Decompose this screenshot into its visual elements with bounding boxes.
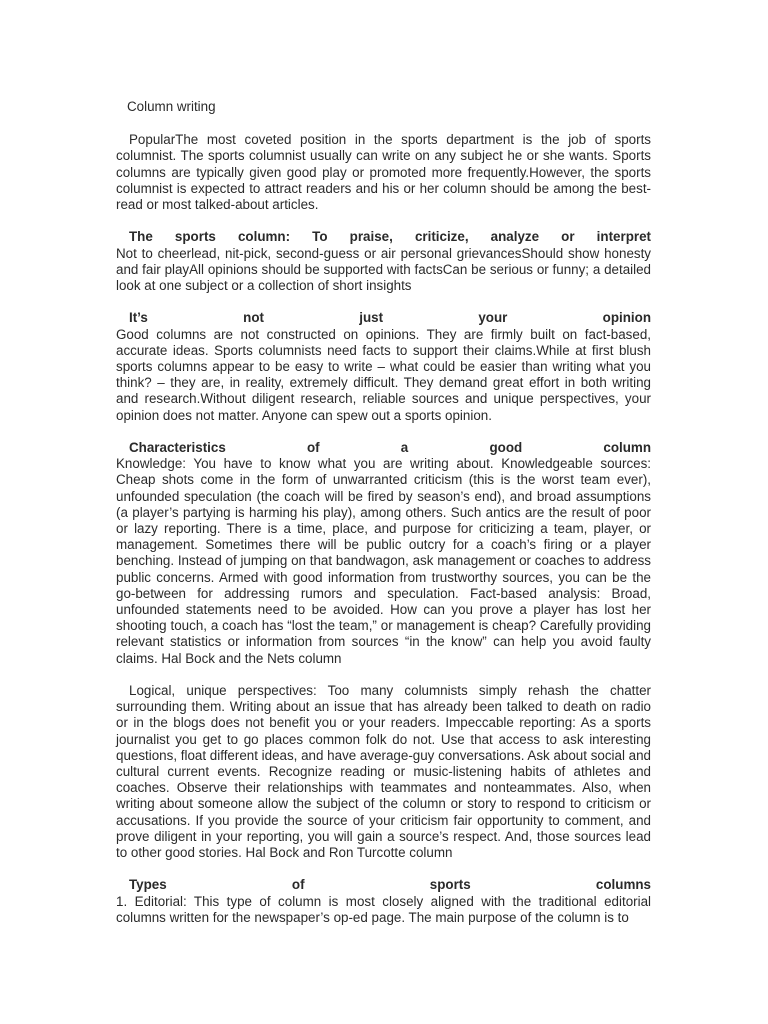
section-not-just-opinion [116,310,651,423]
document-page [116,99,651,942]
section-heading: It’s not just your opinion [129,310,651,326]
section-sports-column [116,229,651,294]
section-types [116,877,651,926]
logical-perspectives-paragraph: Logical, unique perspectives: Too many columnists simply rehash the chatter surrounding them. Writing about an issue that has already been talked to death on radio or in the blogs does not benefit you or your readers. Impeccable reporting: As a sports journalist you get to go places common folk do not. Use that access to ask interesting questions, float different ideas, and have average-guy conversations. Ask about social and cultural current events. Recognize reading or music-listening habits of athletes and coaches. Observe their relationships with teammates and nonteammates. Also, when writing about someone allow the subject of the column or story to respond to criticism or accusations. If you provide the source of your criticism fair opportunity to comment, and prove diligent in your reporting, you will gain a source’s respect. And, those sources lead to other good stories. Hal Bock and Ron Turcotte column [116,683,651,861]
intro-paragraph: PopularThe most coveted position in the sports department is the job of sports columnist. The sports columnist usually can write on any subject he or she wants. Sports columns are typically given good play or promoted more frequently.However, the sports columnist is expected to attract readers and his or her column should be among the best-read or most talked-about articles. [116,132,651,213]
section-body: 1. Editorial: This type of column is most closely aligned with the traditional editorial columns written for the newspaper’s op-ed page. The main purpose of the column is to [116,893,651,925]
section-heading: The sports column: To praise, criticize, analyze or interpret [129,229,651,245]
section-heading: Characteristics of a good column [129,440,651,456]
section-body: Not to cheerlead, nit-pick, second-guess or air personal grievancesShould show honesty and fair playAll opinions should be supported with factsCan be serious or funny; a detailed look at one subject or a collection of short insights [116,245,651,294]
section-body: Knowledge: You have to know what you are writing about. Knowledgeable sources: Cheap shots come in the form of unwarranted criticism (this is the worst team ever), unfounded speculation (the coach will be fired by season’s end), and broad assumptions (a player’s partying is harming his play), among others. Such antics are the result of poor or lazy reporting. There is a time, place, and purpose for criticizing a team, player, or management. Sometimes there will be public outcry for a coach’s firing or a player benching. Instead of jumping on that bandwagon, ask management or coaches to address public concerns. Armed with good information from trustworthy sources, you can be the go-between for addressing rumors and speculation. Fact-based analysis: Broad, unfounded statements need to be avoided. How can you prove a player has lost her shooting touch, a coach has “lost the team,” or management is cheap? Carefully providing relevant statistics or information from sources “in the know” can help you avoid faulty claims. Hal Bock and the Nets column [116,456,651,666]
section-characteristics [116,440,651,667]
section-heading: Types of sports columns [129,877,651,893]
document-title: Column writing [127,99,216,114]
section-body: Good columns are not constructed on opinions. They are firmly built on fact-based, accurate ideas. Sports columnists need facts to support their claims.While at first blush sports columns appear to be easy to write – what could be easier than writing what you think? – they are, in reality, extremely difficult. They demand great effort in both writing and research.Without diligent research, reliable sources and unique perspectives, your opinion does not matter. Anyone can spew out a sports opinion. [116,326,651,423]
